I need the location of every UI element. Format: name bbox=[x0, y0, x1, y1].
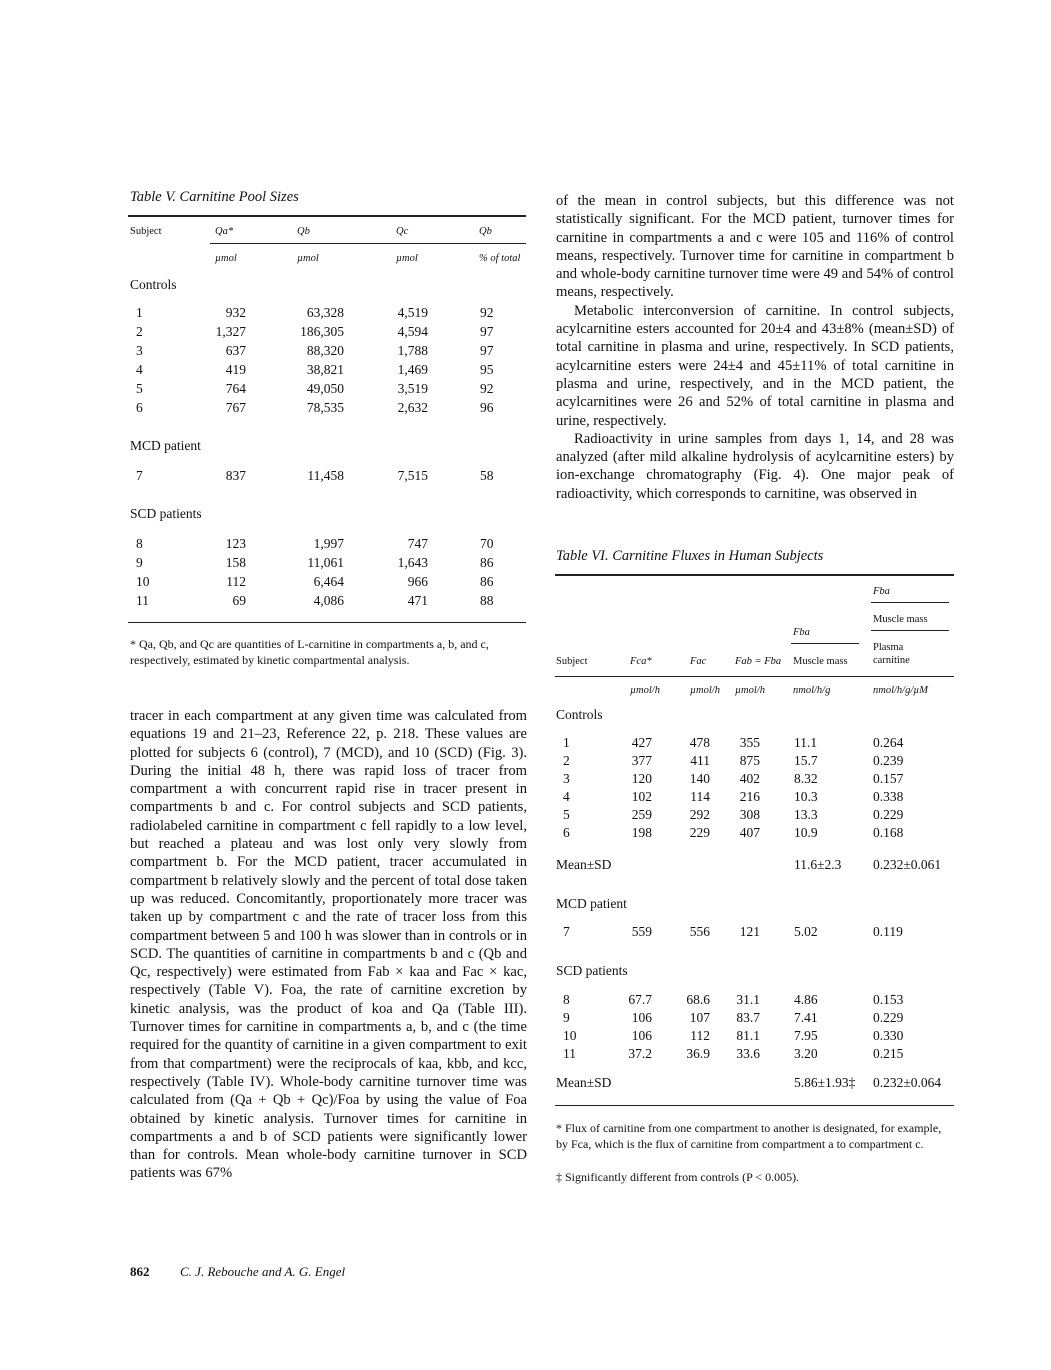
table6-unit-fab: µmol/h bbox=[735, 685, 765, 696]
table6-fca: 427 bbox=[631, 735, 652, 750]
table5-qa: 767 bbox=[225, 400, 246, 415]
table6-bottom-rule bbox=[555, 1105, 954, 1106]
table6-muscle-mass: 10.3 bbox=[794, 789, 818, 804]
table5-qc: 966 bbox=[407, 574, 428, 589]
table6-fca: 67.7 bbox=[628, 992, 652, 1007]
table5-qa: 158 bbox=[225, 555, 246, 570]
table5-pct: 70 bbox=[480, 536, 494, 551]
table5-bottom-rule bbox=[128, 622, 526, 623]
table5-caption: Table V. Carnitine Pool Sizes bbox=[130, 189, 299, 205]
table5-qc: 3,519 bbox=[397, 381, 428, 396]
table6-fab: 33.6 bbox=[736, 1046, 760, 1061]
table5-group-controls: Controls bbox=[130, 277, 177, 292]
table5-pct: 92 bbox=[480, 305, 494, 320]
table6-caption: Table VI. Carnitine Fluxes in Human Subjects bbox=[556, 548, 824, 564]
table6-header-subject: Subject bbox=[556, 656, 588, 667]
page-number: 862 bbox=[130, 1264, 150, 1279]
table6-fac: 292 bbox=[689, 807, 710, 822]
table6-muscle-mass: 7.41 bbox=[794, 1010, 818, 1025]
table6-header-plasma-carnitine: Plasma carnitine bbox=[873, 642, 910, 666]
table6-header-fac: Fac bbox=[690, 656, 707, 667]
table6-fab: 308 bbox=[739, 807, 760, 822]
table6-group-mcd: MCD patient bbox=[556, 896, 627, 911]
table5-qc: 1,788 bbox=[397, 343, 428, 358]
table6-fac: 114 bbox=[690, 789, 710, 804]
table6-fca: 259 bbox=[631, 807, 652, 822]
table5-subject: 2 bbox=[136, 324, 143, 339]
table6-fca: 106 bbox=[631, 1010, 652, 1025]
table5-pct: 88 bbox=[480, 593, 494, 608]
table6-header-fab: Fab = Fba bbox=[735, 656, 782, 667]
table6-subject: 7 bbox=[563, 924, 570, 939]
table5-qc: 1,469 bbox=[397, 362, 428, 377]
table6-plasma-carnitine: 0.338 bbox=[873, 789, 904, 804]
table6-fac: 107 bbox=[689, 1010, 710, 1025]
table6-header-fca: Fca* bbox=[630, 656, 652, 667]
table5-header-qb-pct: Qb bbox=[479, 226, 492, 237]
table5-unit-qb: µmol bbox=[297, 253, 319, 264]
table6-muscle-mass: 5.02 bbox=[794, 924, 818, 939]
table6-fab: 121 bbox=[739, 924, 760, 939]
table5-qb: 1,997 bbox=[313, 536, 344, 551]
table6-fca: 377 bbox=[631, 753, 652, 768]
table6-fab: 402 bbox=[739, 771, 760, 786]
table6-fca: 120 bbox=[631, 771, 652, 786]
table5-subject: 8 bbox=[136, 536, 143, 551]
table6-header-rule-fba2 bbox=[871, 602, 949, 603]
table5-pct: 96 bbox=[480, 400, 494, 415]
table6-plasma-carnitine: 0.168 bbox=[873, 825, 904, 840]
table6-fac: 112 bbox=[690, 1028, 710, 1043]
table6-fac: 68.6 bbox=[686, 992, 710, 1007]
table5-qb: 11,061 bbox=[307, 555, 344, 570]
table6-muscle-mass: 13.3 bbox=[794, 807, 818, 822]
table6-plasma-carnitine: 0.119 bbox=[873, 924, 903, 939]
table6-fac: 478 bbox=[689, 735, 710, 750]
table5-subject: 4 bbox=[136, 362, 143, 377]
table5-qb: 63,328 bbox=[306, 305, 344, 320]
table6-top-rule bbox=[555, 574, 954, 576]
table6-fac: 229 bbox=[689, 825, 710, 840]
table6-unit-fac: µmol/h bbox=[690, 685, 720, 696]
table5-unit-qa: µmol bbox=[215, 253, 237, 264]
table6-subject: 2 bbox=[563, 753, 570, 768]
table6-group-scd: SCD patients bbox=[556, 963, 628, 978]
table6-subject: 6 bbox=[563, 825, 570, 840]
table6-fab: 216 bbox=[739, 789, 760, 804]
table5-subject: 1 bbox=[136, 305, 143, 320]
table6-fca: 559 bbox=[631, 924, 652, 939]
table6-fab: 355 bbox=[739, 735, 760, 750]
table6-fac: 556 bbox=[689, 924, 710, 939]
right-paragraph-2: Metabolic interconversion of carnitine. In control subjects, acylcarnitine esters accounted for 20±4 and 43±8% (mean±SD) of total carnitine in plasma and urine, respectively. In SCD patients, acylcarnitine esters were 24±4 and 45±11% of total carnitine in plasma and urine, respectively, and in the MCD patient, the acylcarnitines were 26 and 52% of total carnitine in plasma and urine, respectively. bbox=[556, 302, 954, 429]
table5-qa: 932 bbox=[225, 305, 246, 320]
table6-fac: 140 bbox=[689, 771, 710, 786]
table5-qc: 471 bbox=[407, 593, 428, 608]
table6-group-mean-controls: Mean±SD bbox=[556, 857, 612, 872]
table5-header-qb: Qb bbox=[297, 226, 310, 237]
table6-unit-fca: µmol/h bbox=[630, 685, 660, 696]
table5-qa: 112 bbox=[226, 574, 246, 589]
table6-muscle-mass: 3.20 bbox=[794, 1046, 818, 1061]
table6-subject: 9 bbox=[563, 1010, 570, 1025]
table6-plasma-carnitine: 0.153 bbox=[873, 992, 904, 1007]
table5-qc: 4,519 bbox=[397, 305, 428, 320]
table6-header-muscle-mass2: Muscle mass bbox=[873, 614, 928, 625]
right-column-text bbox=[556, 192, 954, 503]
right-paragraph-3: Radioactivity in urine samples from days 1, 14, and 28 was analyzed (after mild alkaline hydrolysis of acylcarnitine esters) by ion-exchange chromatography (Fig. 4). One major peak of radioactivity, which corresponds to carnitine, was observed in bbox=[556, 430, 954, 502]
table5-header-rule bbox=[210, 243, 526, 244]
table6-header-muscle-mass: Muscle mass bbox=[793, 656, 848, 667]
table6-muscle-mass: 10.9 bbox=[794, 825, 818, 840]
table6-plasma-carnitine: 0.330 bbox=[873, 1028, 904, 1043]
table6-plasma-carnitine: 0.157 bbox=[873, 771, 904, 786]
table6-unit-m2: nmol/h/g/µM bbox=[873, 685, 929, 696]
table6-fca: 37.2 bbox=[628, 1046, 652, 1061]
table6-footnote-2: ‡ Significantly different from controls (P < 0.005). bbox=[556, 1170, 800, 1184]
table6-header-rule-fba bbox=[791, 643, 859, 644]
table5-qc: 747 bbox=[407, 536, 428, 551]
table5-qc: 4,594 bbox=[397, 324, 428, 339]
table6-fca: 102 bbox=[631, 789, 652, 804]
table6-subject: 11 bbox=[563, 1046, 576, 1061]
table5-qa: 637 bbox=[225, 343, 246, 358]
table5-header-qc: Qc bbox=[396, 226, 409, 237]
table6-footnote-1: * Flux of carnitine from one compartment to another is designated, for example, by Fca, which is the flux of carnitine from compartment a to compartment c. bbox=[556, 1121, 942, 1151]
table6-group-mean-scd: Mean±SD bbox=[556, 1075, 612, 1090]
table5-qb: 38,821 bbox=[306, 362, 344, 377]
table5-qa: 69 bbox=[232, 593, 246, 608]
table6-fab: 31.1 bbox=[736, 992, 760, 1007]
table6-group-controls: Controls bbox=[556, 707, 603, 722]
table5-footnote: * Qa, Qb, and Qc are quantities of L-carnitine in compartments a, b, and c, respectively, estimated by kinetic compartmental analysis. bbox=[130, 637, 489, 667]
table5-subject: 6 bbox=[136, 400, 143, 415]
table6-subject: 3 bbox=[563, 771, 570, 786]
table5-subject: 9 bbox=[136, 555, 143, 570]
running-footer-authors: C. J. Rebouche and A. G. Engel bbox=[180, 1264, 346, 1279]
table5-subject: 7 bbox=[136, 468, 143, 483]
table6-fab: 407 bbox=[739, 825, 760, 840]
table5-header-qa: Qa* bbox=[215, 226, 234, 237]
table5-qa: 1,327 bbox=[215, 324, 246, 339]
table6-muscle-mass: 8.32 bbox=[794, 771, 818, 786]
table6-plasma-carnitine: 0.215 bbox=[873, 1046, 904, 1061]
table6-subject: 10 bbox=[563, 1028, 577, 1043]
table5-header-subject: Subject bbox=[130, 226, 162, 237]
table5-qb: 186,305 bbox=[300, 324, 344, 339]
table5-group-mcd: MCD patient bbox=[130, 438, 201, 453]
table5-qb: 78,535 bbox=[306, 400, 344, 415]
table6-header-fba2: Fba bbox=[873, 586, 890, 597]
table6-muscle-mass: 11.1 bbox=[794, 735, 818, 750]
table6-scd-mean-m2: 0.232±0.064 bbox=[873, 1075, 942, 1090]
table6-header-fba: Fba bbox=[793, 627, 810, 638]
table6-fab: 83.7 bbox=[736, 1010, 760, 1025]
table5-pct: 92 bbox=[480, 381, 494, 396]
table5-group-scd: SCD patients bbox=[130, 506, 202, 521]
table5-qb: 4,086 bbox=[313, 593, 344, 608]
table5-pct: 95 bbox=[480, 362, 494, 377]
left-column-text bbox=[130, 707, 527, 1183]
table6-subject: 4 bbox=[563, 789, 570, 804]
table6-fca: 106 bbox=[631, 1028, 652, 1043]
table5-subject: 3 bbox=[136, 343, 143, 358]
table5-qb: 11,458 bbox=[307, 468, 344, 483]
table6-controls-mean-m2: 0.232±0.061 bbox=[873, 857, 942, 872]
table5-subject: 5 bbox=[136, 381, 143, 396]
table5-qb: 49,050 bbox=[306, 381, 344, 396]
table5-pct: 86 bbox=[480, 555, 494, 570]
table6-fab: 81.1 bbox=[736, 1028, 760, 1043]
table5-pct: 58 bbox=[480, 468, 494, 483]
table5-qc: 1,643 bbox=[397, 555, 428, 570]
table5-pct: 97 bbox=[480, 324, 494, 339]
table6-scd-mean-m1: 5.86±1.93‡ bbox=[794, 1075, 856, 1090]
right-paragraph-1: of the mean in control subjects, but this difference was not statistically significant. For the MCD patient, turnover times for carnitine in compartments a and c were 105 and 116% of control means, respectively. Turnover time for carnitine in compartment b and whole-body carnitine turnover time were 49 and 54% of control means, respectively. bbox=[556, 193, 954, 301]
table5-subject: 10 bbox=[136, 574, 150, 589]
table6-controls-mean-m1: 11.6±2.3 bbox=[794, 857, 842, 872]
table6-header-rule-mm2 bbox=[871, 630, 949, 631]
table6-fac: 411 bbox=[690, 753, 710, 768]
table6-unit-m1: nmol/h/g bbox=[793, 685, 831, 696]
table5-top-rule bbox=[128, 215, 526, 217]
table5-qb: 88,320 bbox=[306, 343, 344, 358]
table6-subject: 1 bbox=[563, 735, 570, 750]
table6-fca: 198 bbox=[631, 825, 652, 840]
table6-subject: 8 bbox=[563, 992, 570, 1007]
table6-muscle-mass: 15.7 bbox=[794, 753, 818, 768]
table5-pct: 97 bbox=[480, 343, 494, 358]
table6-plasma-carnitine: 0.229 bbox=[873, 807, 904, 822]
table5-subject: 11 bbox=[136, 593, 149, 608]
table6-subject: 5 bbox=[563, 807, 570, 822]
table5-qa: 764 bbox=[225, 381, 246, 396]
table5-unit-qc: µmol bbox=[396, 253, 418, 264]
table6-plasma-carnitine: 0.264 bbox=[873, 735, 904, 750]
table6-header-bottom-rule bbox=[555, 676, 954, 677]
table5-pct: 86 bbox=[480, 574, 494, 589]
table5-qc: 2,632 bbox=[397, 400, 428, 415]
table5-qc: 7,515 bbox=[397, 468, 428, 483]
table6-muscle-mass: 4.86 bbox=[794, 992, 818, 1007]
table5-qa: 123 bbox=[225, 536, 246, 551]
table6-fab: 875 bbox=[739, 753, 760, 768]
table5-unit-pct: % of total bbox=[479, 253, 521, 264]
table6-plasma-carnitine: 0.239 bbox=[873, 753, 904, 768]
table6-fac: 36.9 bbox=[686, 1046, 710, 1061]
left-paragraph: tracer in each compartment at any given time was calculated from equations 19 and 21–23, Reference 22, p. 218. These values are plotted for subjects 6 (control), 7 (MCD), and 10 (SCD) (Fig. 3). During the initial 48 h, there was rapid loss of tracer from compartment a with concurrent rapid rise in tracer present in compartments b and c. For control subjects and SCD patients, radiolabeled carnitine in compartment c fell rapidly to a low level, but reached a plateau and was lost only very slowly from compartment b. For the MCD patient, tracer accumulated in compartment b relatively slowly and the percent of total dose taken up was reduced. Concomitantly, proportionately more tracer was taken up by compartment c and the rate of tracer loss from this compartment between 5 and 100 h was slower than in controls or in SCD. The quantities of carnitine in compartments b and c (Qb and Qc, respectively) were estimated from Fab × kaa and Fac × kac, respectively (Table V). Foa, the rate of carnitine excretion by kinetic analysis, was the product of koa and Qa (Table III). Turnover times for carnitine in compartments a, b, and c (the time required for the quantity of carnitine in a given compartment to exit from that compartment) were the reciprocals of kaa, kbb, and kcc, respectively (Table IV). Whole-body carnitine turnover time was calculated from (Qa + Qb + Qc)/Foa by using the value of Foa obtained by kinetic analysis. Turnover times for carnitine in compartments a and b of SCD patients were significantly lower than for controls. Mean whole-body carnitine turnover in SCD patients was 67% bbox=[130, 708, 527, 1182]
table5-qa: 419 bbox=[225, 362, 246, 377]
table5-qa: 837 bbox=[225, 468, 246, 483]
table5-qb: 6,464 bbox=[313, 574, 344, 589]
table6-plasma-carnitine: 0.229 bbox=[873, 1010, 904, 1025]
table6-muscle-mass: 7.95 bbox=[794, 1028, 818, 1043]
